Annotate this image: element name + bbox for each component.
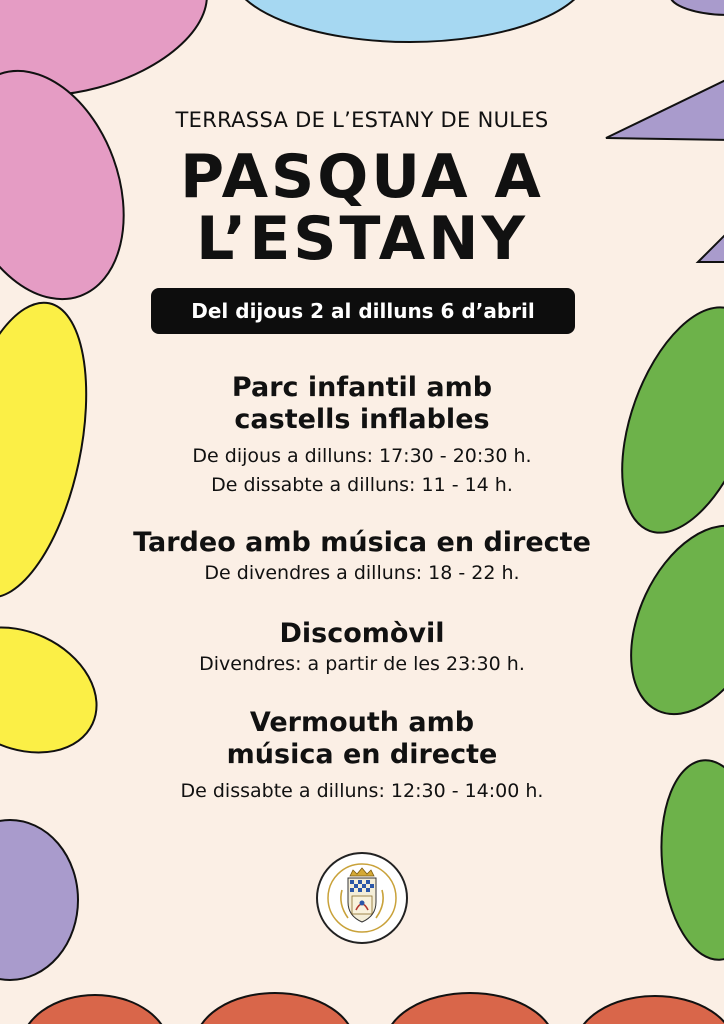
event-schedule-1: De dijous a dilluns: 17:30 - 20:30 h. — [192, 445, 532, 467]
terracotta-bump-4 — [575, 996, 724, 1024]
event-title-line-1: Parc infantil amb — [231, 372, 493, 403]
event-title: Discomòvil — [279, 618, 445, 649]
lavender-blob-left — [0, 820, 78, 980]
event-schedule-1: De dissabte a dilluns: 12:30 - 14:00 h. — [180, 780, 544, 802]
event-tardeo — [0, 527, 724, 588]
lavender-corner — [670, 0, 724, 15]
title-line-2: L’ESTANY — [196, 204, 528, 274]
terracotta-bump-1 — [20, 995, 170, 1024]
event-schedule-1: Divendres: a partir de les 23:30 h. — [199, 653, 525, 675]
event-schedule-2: De dissabte a dilluns: 11 - 14 h. — [211, 474, 513, 496]
terracotta-bump-3 — [385, 993, 555, 1024]
event-title: Tardeo amb música en directe — [133, 527, 591, 558]
event-title — [0, 707, 724, 771]
venue-name: TERRASSA DE L’ESTANY DE NULES — [175, 108, 549, 132]
event-title-line-2: música en directe — [226, 739, 498, 770]
title-line-1: PASQUA A — [180, 142, 544, 212]
event-schedule-1: De divendres a dilluns: 18 - 22 h. — [204, 562, 520, 584]
date-range-badge: Del dijous 2 al dilluns 6 d’abril — [151, 288, 575, 334]
event-title — [0, 372, 724, 436]
blue-blob-top — [230, 0, 590, 42]
event-discomovil — [0, 618, 724, 679]
event-title-line-2: castells inflables — [234, 404, 490, 435]
poster-title — [0, 142, 724, 274]
municipal-coat-of-arms-icon — [316, 852, 408, 944]
terracotta-bump-2 — [195, 993, 355, 1024]
event-title-line-1: Vermouth amb — [249, 707, 475, 738]
event-vermouth — [0, 707, 724, 806]
event-inflatable-park — [0, 372, 724, 500]
